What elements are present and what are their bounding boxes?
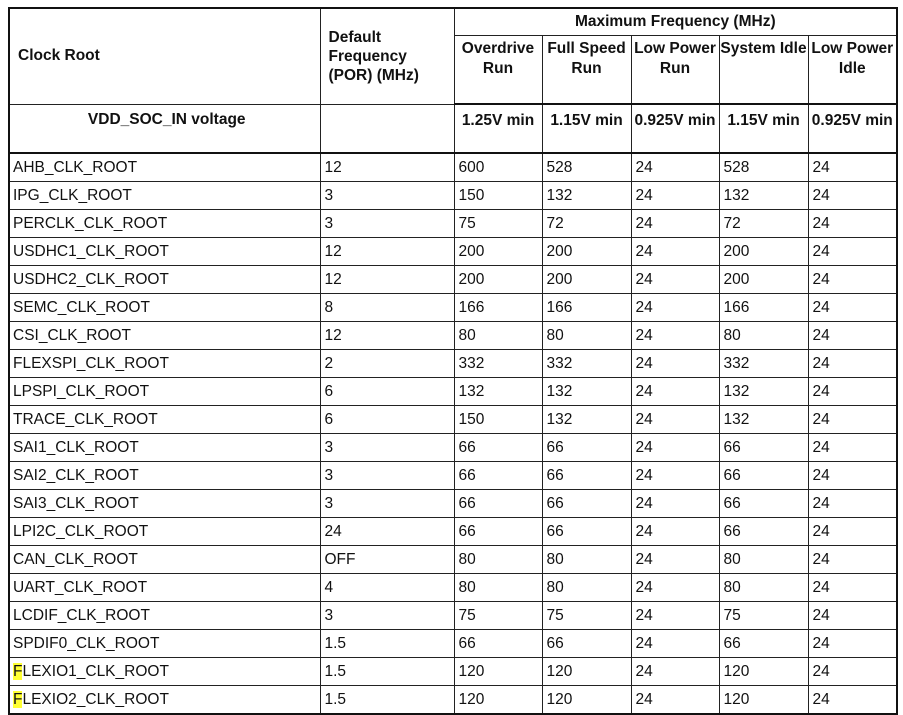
clock-root-frequency-table: [8, 7, 898, 715]
clock-root-name: UART_CLK_ROOT: [9, 573, 320, 601]
highlighted-letter: F: [13, 662, 23, 680]
cell-low-power-idle: 24: [808, 489, 897, 517]
cell-system-idle: 200: [719, 265, 808, 293]
clock-root-name: TRACE_CLK_ROOT: [9, 405, 320, 433]
cell-default: 24: [320, 517, 454, 545]
cell-full-speed: 80: [542, 573, 631, 601]
cell-low-power-idle: 24: [808, 461, 897, 489]
cell-system-idle: 200: [719, 237, 808, 265]
cell-low-power-run: 24: [631, 545, 719, 573]
table-row: [9, 685, 897, 714]
cell-full-speed: 132: [542, 377, 631, 405]
voltage-default: [320, 104, 454, 153]
cell-low-power-run: 24: [631, 601, 719, 629]
cell-low-power-run: 24: [631, 349, 719, 377]
header-full-speed-run: Full Speed Run: [542, 36, 631, 105]
cell-default: 3: [320, 209, 454, 237]
table-row: [9, 181, 897, 209]
cell-low-power-run: 24: [631, 377, 719, 405]
cell-low-power-idle: 24: [808, 293, 897, 321]
cell-low-power-idle: 24: [808, 517, 897, 545]
cell-overdrive: 132: [454, 377, 542, 405]
cell-overdrive: 66: [454, 629, 542, 657]
cell-full-speed: 66: [542, 461, 631, 489]
clock-root-name: [9, 657, 320, 685]
clock-root-name: SAI2_CLK_ROOT: [9, 461, 320, 489]
cell-full-speed: 166: [542, 293, 631, 321]
cell-low-power-idle: 24: [808, 321, 897, 349]
cell-low-power-idle: 24: [808, 629, 897, 657]
clock-root-name: USDHC1_CLK_ROOT: [9, 237, 320, 265]
cell-full-speed: 75: [542, 601, 631, 629]
cell-default: OFF: [320, 545, 454, 573]
cell-system-idle: 332: [719, 349, 808, 377]
clock-root-name: LPI2C_CLK_ROOT: [9, 517, 320, 545]
cell-low-power-run: 24: [631, 293, 719, 321]
cell-low-power-run: 24: [631, 657, 719, 685]
cell-low-power-idle: 24: [808, 265, 897, 293]
cell-low-power-run: 24: [631, 517, 719, 545]
cell-system-idle: 72: [719, 209, 808, 237]
cell-low-power-idle: 24: [808, 433, 897, 461]
cell-overdrive: 200: [454, 237, 542, 265]
table-row: [9, 265, 897, 293]
header-low-power-run: Low Power Run: [631, 36, 719, 105]
table-row: [9, 405, 897, 433]
voltage-full-speed: 1.15V min: [542, 104, 631, 153]
clock-root-name: SAI1_CLK_ROOT: [9, 433, 320, 461]
cell-full-speed: 132: [542, 181, 631, 209]
cell-overdrive: 166: [454, 293, 542, 321]
voltage-low-power-run: 0.925V min: [631, 104, 719, 153]
cell-overdrive: 66: [454, 517, 542, 545]
clock-root-name: SEMC_CLK_ROOT: [9, 293, 320, 321]
cell-overdrive: 75: [454, 209, 542, 237]
cell-overdrive: 332: [454, 349, 542, 377]
cell-default: 1.5: [320, 657, 454, 685]
table-row: [9, 209, 897, 237]
cell-system-idle: 132: [719, 181, 808, 209]
table-row: [9, 489, 897, 517]
cell-default: 2: [320, 349, 454, 377]
clock-root-name-rest: LEXIO1_CLK_ROOT: [22, 662, 169, 680]
cell-low-power-run: 24: [631, 153, 719, 182]
cell-low-power-idle: 24: [808, 405, 897, 433]
cell-full-speed: 80: [542, 545, 631, 573]
cell-overdrive: 66: [454, 489, 542, 517]
table-row: [9, 153, 897, 182]
cell-system-idle: 66: [719, 489, 808, 517]
cell-low-power-idle: 24: [808, 237, 897, 265]
cell-low-power-run: 24: [631, 265, 719, 293]
cell-overdrive: 66: [454, 461, 542, 489]
cell-default: 3: [320, 601, 454, 629]
cell-full-speed: 80: [542, 321, 631, 349]
cell-default: 3: [320, 181, 454, 209]
cell-low-power-idle: 24: [808, 153, 897, 182]
cell-system-idle: 66: [719, 629, 808, 657]
cell-system-idle: 66: [719, 517, 808, 545]
cell-full-speed: 200: [542, 265, 631, 293]
cell-system-idle: 66: [719, 461, 808, 489]
cell-overdrive: 80: [454, 545, 542, 573]
cell-low-power-run: 24: [631, 573, 719, 601]
cell-system-idle: 80: [719, 573, 808, 601]
header-low-power-idle: Low Power Idle: [808, 36, 897, 105]
cell-overdrive: 200: [454, 265, 542, 293]
cell-default: 3: [320, 461, 454, 489]
cell-low-power-run: 24: [631, 237, 719, 265]
voltage-low-power-idle: 0.925V min: [808, 104, 897, 153]
cell-low-power-idle: 24: [808, 601, 897, 629]
clock-root-name: LCDIF_CLK_ROOT: [9, 601, 320, 629]
table-row: [9, 349, 897, 377]
clock-root-name: SPDIF0_CLK_ROOT: [9, 629, 320, 657]
cell-low-power-run: 24: [631, 489, 719, 517]
clock-root-name: AHB_CLK_ROOT: [9, 153, 320, 182]
cell-default: 6: [320, 377, 454, 405]
cell-default: 12: [320, 321, 454, 349]
cell-full-speed: 332: [542, 349, 631, 377]
cell-low-power-idle: 24: [808, 685, 897, 714]
cell-overdrive: 120: [454, 685, 542, 714]
clock-root-name: FLEXSPI_CLK_ROOT: [9, 349, 320, 377]
clock-root-name: [9, 685, 320, 714]
cell-overdrive: 80: [454, 573, 542, 601]
clock-root-name: USDHC2_CLK_ROOT: [9, 265, 320, 293]
cell-low-power-idle: 24: [808, 209, 897, 237]
clock-root-name: IPG_CLK_ROOT: [9, 181, 320, 209]
clock-root-name: CSI_CLK_ROOT: [9, 321, 320, 349]
cell-default: 4: [320, 573, 454, 601]
cell-default: 6: [320, 405, 454, 433]
cell-system-idle: 75: [719, 601, 808, 629]
cell-low-power-run: 24: [631, 209, 719, 237]
table-row: [9, 629, 897, 657]
table-row: [9, 321, 897, 349]
table-row: [9, 293, 897, 321]
cell-system-idle: 120: [719, 657, 808, 685]
cell-low-power-run: 24: [631, 433, 719, 461]
cell-overdrive: 150: [454, 405, 542, 433]
table-row: [9, 545, 897, 573]
table-row: [9, 461, 897, 489]
clock-root-name: SAI3_CLK_ROOT: [9, 489, 320, 517]
highlighted-letter: F: [13, 690, 23, 708]
voltage-row: [9, 104, 897, 153]
cell-system-idle: 80: [719, 321, 808, 349]
cell-default: 12: [320, 153, 454, 182]
cell-low-power-run: 24: [631, 629, 719, 657]
header-clock-root: Clock Root: [9, 8, 320, 104]
table-row: [9, 377, 897, 405]
cell-default: 8: [320, 293, 454, 321]
cell-system-idle: 66: [719, 433, 808, 461]
cell-overdrive: 66: [454, 433, 542, 461]
cell-overdrive: 600: [454, 153, 542, 182]
cell-overdrive: 75: [454, 601, 542, 629]
clock-root-name-rest: LEXIO2_CLK_ROOT: [22, 690, 169, 708]
voltage-system-idle: 1.15V min: [719, 104, 808, 153]
cell-default: 1.5: [320, 685, 454, 714]
table-row: [9, 517, 897, 545]
header-overdrive-run: Overdrive Run: [454, 36, 542, 105]
cell-low-power-idle: 24: [808, 657, 897, 685]
table-row: [9, 237, 897, 265]
cell-default: 12: [320, 265, 454, 293]
voltage-label: VDD_SOC_IN voltage: [9, 104, 320, 153]
cell-low-power-idle: 24: [808, 349, 897, 377]
cell-full-speed: 66: [542, 629, 631, 657]
cell-low-power-run: 24: [631, 685, 719, 714]
header-maximum-frequency: Maximum Frequency (MHz): [454, 8, 897, 36]
cell-full-speed: 120: [542, 685, 631, 714]
cell-low-power-idle: 24: [808, 181, 897, 209]
cell-default: 3: [320, 489, 454, 517]
cell-low-power-idle: 24: [808, 573, 897, 601]
cell-low-power-run: 24: [631, 461, 719, 489]
cell-overdrive: 80: [454, 321, 542, 349]
clock-root-name: CAN_CLK_ROOT: [9, 545, 320, 573]
cell-overdrive: 150: [454, 181, 542, 209]
cell-low-power-idle: 24: [808, 377, 897, 405]
cell-system-idle: 166: [719, 293, 808, 321]
cell-full-speed: 72: [542, 209, 631, 237]
cell-system-idle: 120: [719, 685, 808, 714]
cell-default: 3: [320, 433, 454, 461]
cell-system-idle: 528: [719, 153, 808, 182]
cell-system-idle: 132: [719, 405, 808, 433]
header-default-frequency: Default Frequency (POR) (MHz): [320, 8, 454, 104]
cell-default: 1.5: [320, 629, 454, 657]
table-row: [9, 601, 897, 629]
cell-system-idle: 80: [719, 545, 808, 573]
cell-system-idle: 132: [719, 377, 808, 405]
table-row: [9, 657, 897, 685]
cell-full-speed: 200: [542, 237, 631, 265]
table-row: [9, 573, 897, 601]
cell-low-power-run: 24: [631, 321, 719, 349]
cell-full-speed: 66: [542, 489, 631, 517]
table-row: [9, 433, 897, 461]
voltage-overdrive: 1.25V min: [454, 104, 542, 153]
cell-overdrive: 120: [454, 657, 542, 685]
clock-root-name: PERCLK_CLK_ROOT: [9, 209, 320, 237]
cell-full-speed: 66: [542, 433, 631, 461]
cell-low-power-run: 24: [631, 181, 719, 209]
cell-full-speed: 132: [542, 405, 631, 433]
header-system-idle: System Idle: [719, 36, 808, 105]
clock-root-name: LPSPI_CLK_ROOT: [9, 377, 320, 405]
cell-low-power-run: 24: [631, 405, 719, 433]
cell-low-power-idle: 24: [808, 545, 897, 573]
cell-default: 12: [320, 237, 454, 265]
cell-full-speed: 66: [542, 517, 631, 545]
cell-full-speed: 528: [542, 153, 631, 182]
cell-full-speed: 120: [542, 657, 631, 685]
